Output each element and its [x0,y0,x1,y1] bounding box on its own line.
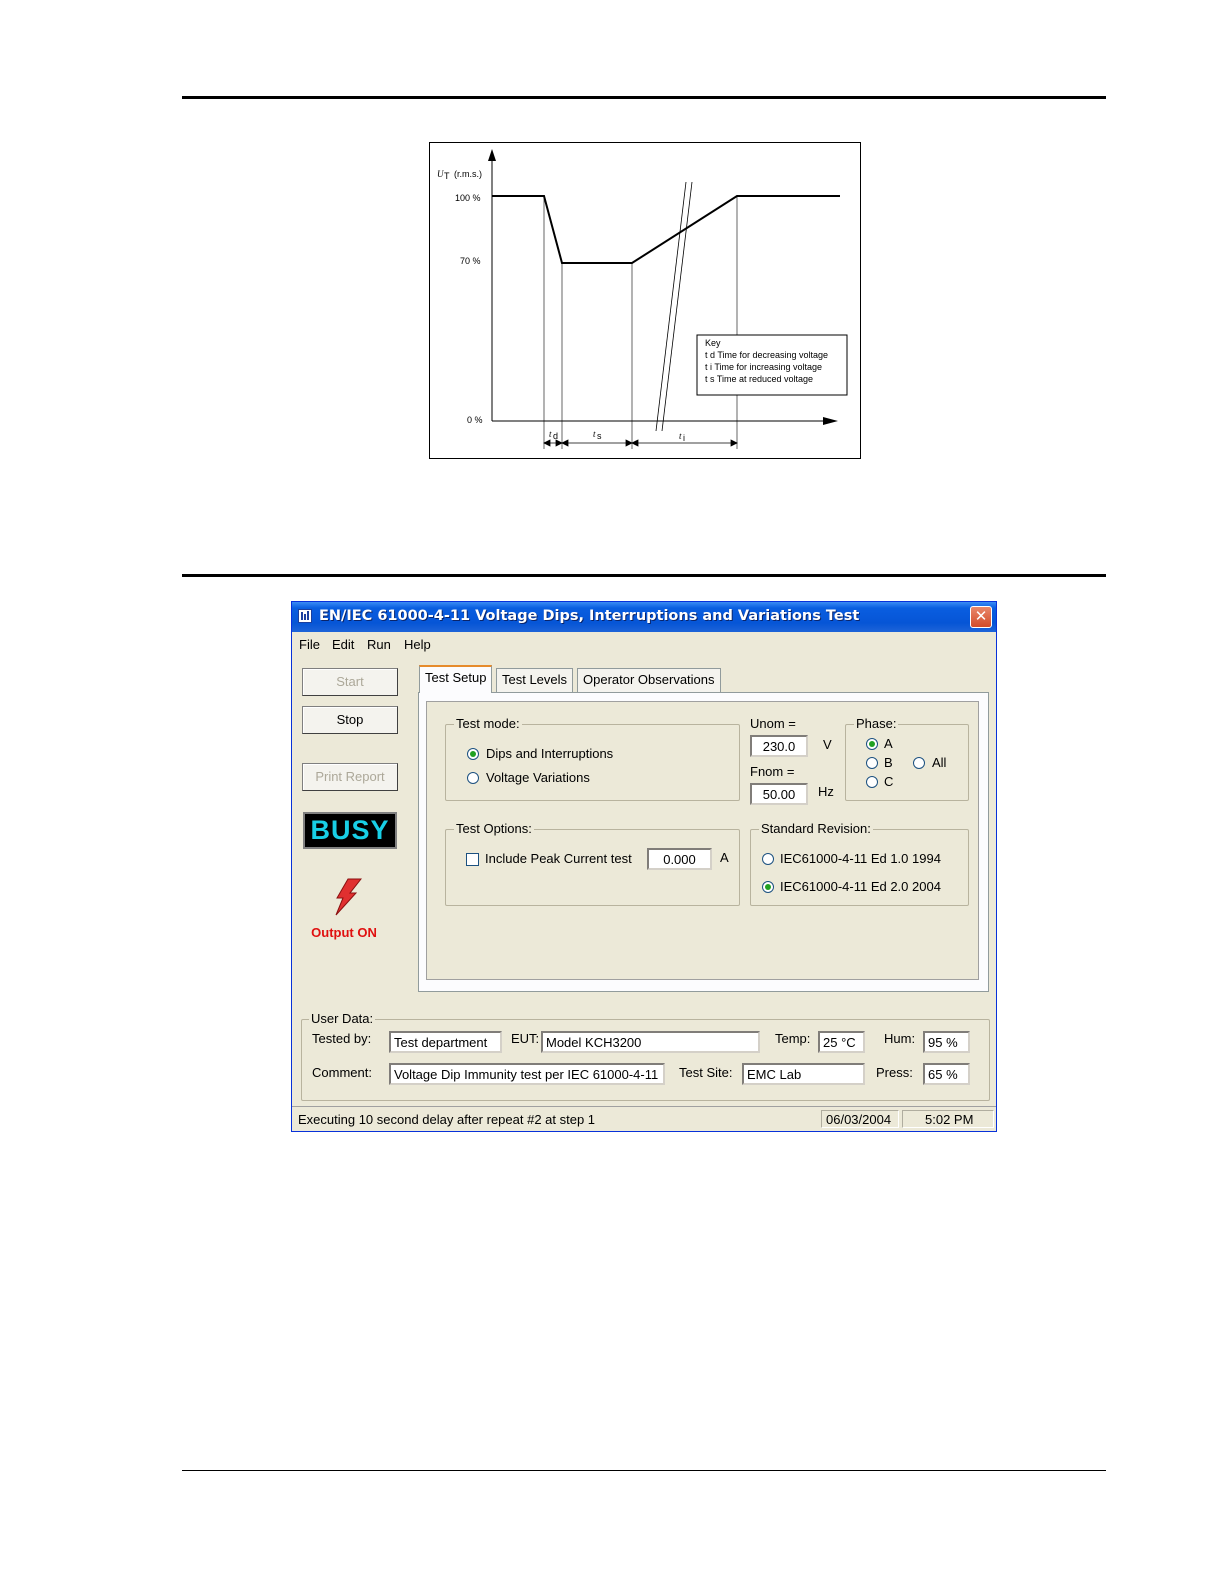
peak-current-unit: A [720,850,729,865]
comment-field[interactable]: Voltage Dip Immunity test per IEC 61000-4-11 [389,1063,665,1085]
start-button[interactable]: Start [302,668,398,696]
ts-label: t [593,429,596,439]
phase-label: Phase: [856,716,897,731]
unom-field[interactable]: 230.0 [750,735,808,757]
status-message: Executing 10 second delay after repeat #2 at step 1 [298,1112,596,1127]
title-bar[interactable] [292,602,996,632]
hum-label: Hum: [884,1031,916,1046]
hum-field[interactable]: 95 % [923,1031,970,1053]
status-date: 06/03/2004 [821,1110,899,1128]
press-field[interactable]: 65 % [923,1063,970,1085]
radio-phase-a[interactable] [866,738,878,750]
radio-voltage-variations[interactable] [467,772,479,784]
radio-phase-all[interactable] [913,757,925,769]
key-line: t i Time for increasing voltage [705,362,823,372]
radio-ed1-1994[interactable] [762,853,774,865]
phase-group [845,716,969,801]
menu-help[interactable]: Help [404,637,431,652]
middle-rule [182,574,1106,577]
close-button[interactable]: ✕ [970,606,992,628]
fnom-field[interactable]: 50.00 [750,783,808,805]
standard-revision-group [750,821,969,906]
comment-label: Comment: [312,1065,372,1080]
app-window [291,601,997,1132]
tick-70: 70 % [460,256,481,266]
app-icon [298,609,312,623]
standard-revision-label: Standard Revision: [761,821,871,836]
ti-label: t [679,431,682,441]
press-label: Press: [876,1065,913,1080]
radio-ed2-2004[interactable] [762,881,774,893]
td-sub: d [553,431,559,441]
phase-a-label: A [884,736,893,751]
y-axis-label-sub: T [444,171,450,181]
radio-phase-b[interactable] [866,757,878,769]
y-axis-label-symbol: U [437,169,444,179]
key-title: Key [705,338,721,348]
key-line: t d Time for decreasing voltage [705,350,829,360]
phase-all-label: All [932,755,947,770]
ed1-1994-label: IEC61000-4-11 Ed 1.0 1994 [780,851,941,866]
tab-test-setup[interactable]: Test Setup [419,665,492,693]
print-report-button[interactable]: Print Report [302,763,398,791]
window-title: EN/IEC 61000-4-11 Voltage Dips, Interruptions and Variations Test [319,608,860,624]
eut-field[interactable]: Model KCH3200 [541,1031,760,1053]
bottom-rule [182,1470,1106,1471]
fnom-unit: Hz [818,784,834,799]
status-bar [292,1106,996,1131]
fnom-label: Fnom = [750,764,795,779]
key-line: t s Time at reduced voltage [705,374,814,384]
test-options-group [445,821,740,906]
phase-c-label: C [884,774,894,789]
unom-label: Unom = [750,716,796,731]
output-status: Output ON [311,925,377,940]
user-data-label: User Data: [311,1011,374,1026]
test-mode-group [445,716,740,801]
unom-unit: V [823,737,832,752]
tab-test-levels[interactable]: Test Levels [496,668,573,692]
menu-edit[interactable]: Edit [332,637,355,652]
tested-by-label: Tested by: [312,1031,372,1046]
radio-phase-c[interactable] [866,776,878,788]
voltage-variation-diagram [429,142,861,459]
tick-100: 100 % [455,193,481,203]
td-label: t [549,429,552,439]
dips-interruptions-label: Dips and Interruptions [486,746,614,761]
top-rule [182,96,1106,99]
voltage-variations-label: Voltage Variations [486,770,590,785]
menu-file[interactable]: File [299,637,320,652]
test-site-label: Test Site: [679,1065,733,1080]
tested-by-field[interactable]: Test department [389,1031,502,1053]
tab-panel-test-setup [418,692,989,992]
test-site-field[interactable]: EMC Lab [742,1063,865,1085]
busy-indicator: BUSY [303,812,397,849]
menu-run[interactable]: Run [367,637,391,652]
radio-dips-interruptions[interactable] [467,748,479,760]
setup-panel [426,701,979,980]
user-data-group [301,1011,990,1101]
status-time: 5:02 PM [902,1110,994,1128]
ts-sub: s [597,431,602,441]
test-mode-label: Test mode: [456,716,520,731]
phase-b-label: B [884,755,893,770]
menu-bar [292,632,996,656]
ti-sub: i [683,433,685,443]
include-peak-current-checkbox[interactable] [466,853,479,866]
peak-current-field[interactable]: 0.000 [647,848,712,870]
tab-operator-observations[interactable]: Operator Observations [577,668,721,692]
ed2-2004-label: IEC61000-4-11 Ed 2.0 2004 [780,879,941,894]
temp-label: Temp: [775,1031,811,1046]
y-axis-label-suffix: (r.m.s.) [454,169,482,179]
include-peak-current-label: Include Peak Current test [485,851,632,866]
stop-button[interactable]: Stop [302,706,398,734]
tick-0: 0 % [467,415,483,425]
eut-label: EUT: [511,1031,540,1046]
test-options-label: Test Options: [456,821,532,836]
lightning-bolt-icon [332,878,362,916]
temp-field[interactable]: 25 °C [818,1031,865,1053]
